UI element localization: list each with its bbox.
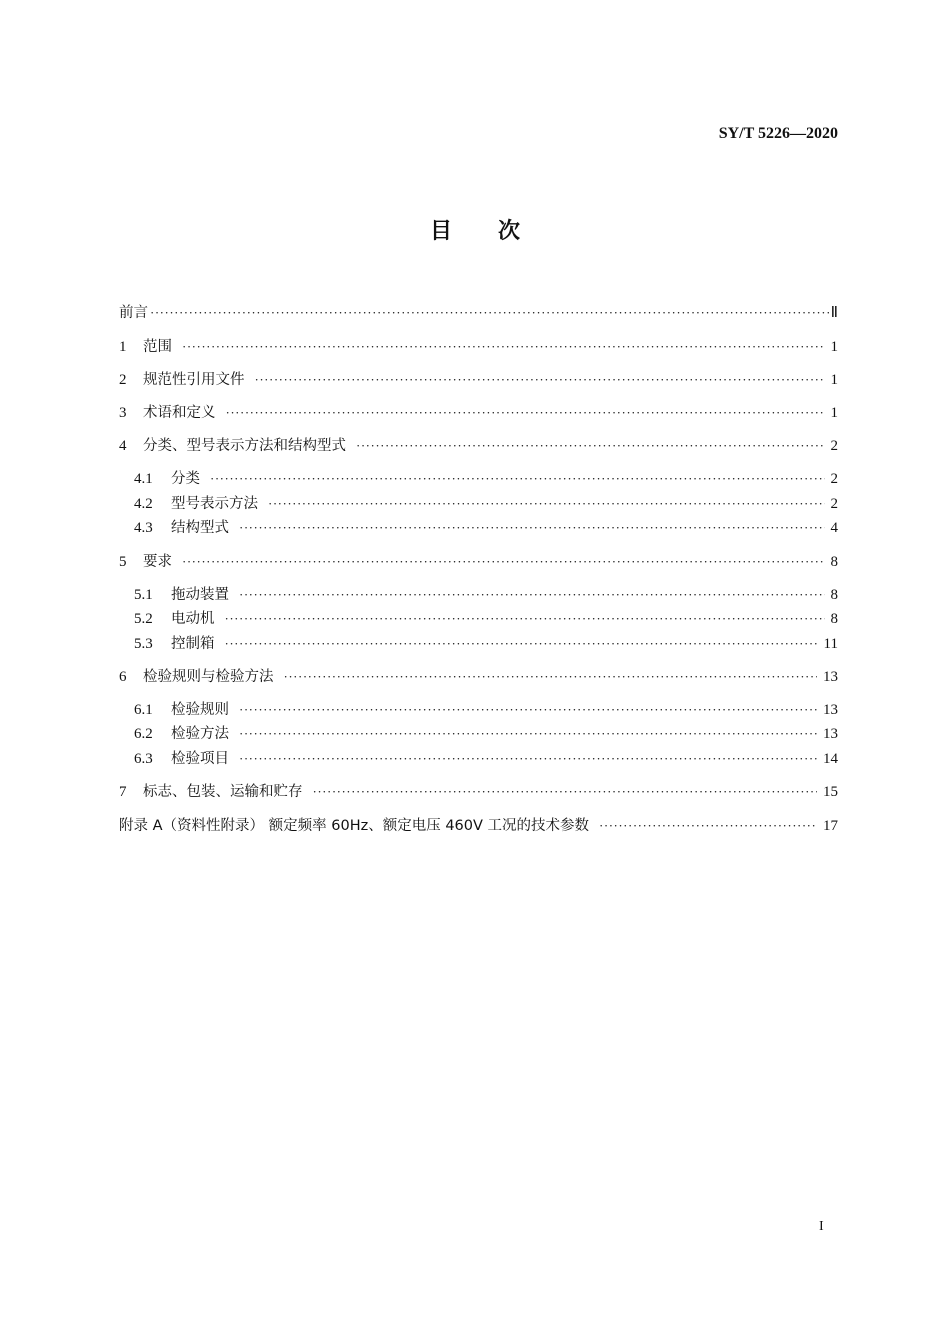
leader-dots — [599, 816, 817, 836]
toc-entry-number: 6.2 — [134, 726, 153, 742]
toc-entry[interactable] — [119, 303, 838, 323]
toc-entry[interactable] — [119, 403, 838, 423]
toc-entry-page: 8 — [830, 554, 838, 570]
toc-entry-title: 检验方法 — [171, 726, 229, 742]
toc-entry-number: 6 — [119, 669, 127, 685]
toc-subentry[interactable] — [134, 518, 838, 538]
leader-dots — [239, 700, 817, 720]
toc-entry-title: 拖动装置 — [171, 587, 229, 603]
toc-entry-number: 4.3 — [134, 520, 153, 536]
toc-entry-title: 分类、型号表示方法和结构型式 — [143, 438, 346, 454]
toc-entry-title: 分类 — [171, 471, 200, 487]
toc-entry-number: 6.3 — [134, 751, 153, 767]
toc-entry-page: Ⅱ — [830, 305, 838, 321]
leader-dots — [284, 667, 818, 687]
toc-entry-title: 检验规则与检验方法 — [143, 669, 274, 685]
leader-dots — [226, 403, 825, 423]
toc-entry-number: 4 — [119, 438, 127, 454]
leader-dots — [182, 552, 825, 572]
toc-subentry[interactable] — [134, 724, 838, 744]
toc-entry-page: 2 — [830, 496, 838, 512]
toc-entry-number: 5 — [119, 554, 127, 570]
toc-entry-number: 7 — [119, 784, 127, 800]
toc-entry-number: 5.1 — [134, 587, 153, 603]
toc-subentry[interactable] — [134, 469, 838, 489]
toc-subentry[interactable] — [134, 700, 838, 720]
leader-dots — [225, 634, 818, 654]
toc-subentry[interactable] — [134, 609, 838, 629]
toc-entry-title: 型号表示方法 — [171, 496, 258, 512]
toc-entry[interactable] — [119, 552, 838, 572]
leader-dots — [239, 585, 825, 605]
page-title: 目次 — [429, 219, 566, 244]
toc-subentry[interactable] — [134, 585, 838, 605]
toc-entry-page: 1 — [830, 339, 838, 355]
toc-entry-page: 15 — [823, 784, 838, 800]
leader-dots — [225, 609, 825, 629]
leader-dots — [313, 782, 818, 802]
toc-entry-number: 6.1 — [134, 702, 153, 718]
toc-entry-page: 1 — [830, 405, 838, 421]
toc-entry-title: 规范性引用文件 — [143, 372, 245, 388]
toc-entry-number: 3 — [119, 405, 127, 421]
toc-entry-page: 13 — [823, 669, 838, 685]
toc-entry-page: 11 — [823, 636, 838, 652]
leader-dots — [210, 469, 825, 489]
leader-dots — [268, 494, 825, 514]
toc-entry-title: 检验项目 — [171, 751, 229, 767]
leader-dots — [239, 518, 825, 538]
leader-dots — [182, 337, 825, 357]
leader-dots — [356, 436, 825, 456]
toc-entry-number: 5.3 — [134, 636, 153, 652]
toc-entry-page: 2 — [830, 471, 838, 487]
toc-entry[interactable] — [119, 436, 838, 456]
leader-dots — [255, 370, 825, 390]
toc-entry-number: 1 — [119, 339, 127, 355]
toc-entry[interactable] — [119, 370, 838, 390]
toc-subentry[interactable] — [134, 749, 838, 769]
toc-entry-title: 标志、包装、运输和贮存 — [143, 784, 303, 800]
toc-entry-appendix[interactable] — [119, 816, 838, 836]
toc-entry-page: 2 — [830, 438, 838, 454]
toc-entry-number: 5.2 — [134, 611, 153, 627]
standard-number: SY/T 5226—2020 — [718, 125, 838, 142]
page-number: I — [819, 1219, 824, 1234]
toc-entry[interactable] — [119, 667, 838, 687]
toc-entry-page: 17 — [823, 818, 838, 834]
toc-entry-title: 检验规则 — [171, 702, 229, 718]
toc-entry-title: 结构型式 — [171, 520, 229, 536]
toc-entry[interactable] — [119, 337, 838, 357]
toc-entry-title: 控制箱 — [171, 636, 215, 652]
toc-entry-title: 术语和定义 — [143, 405, 216, 421]
toc-entry-page: 4 — [830, 520, 838, 536]
leader-dots — [150, 303, 829, 323]
toc-entry-title: 要求 — [143, 554, 172, 570]
toc-subentry[interactable] — [134, 494, 838, 514]
leader-dots — [239, 724, 817, 744]
toc-entry-number: 4.2 — [134, 496, 153, 512]
toc-entry-page: 13 — [823, 702, 838, 718]
toc-entry-page: 14 — [823, 751, 838, 767]
toc-entry-page: 8 — [830, 587, 838, 603]
toc-entry-number: 4.1 — [134, 471, 153, 487]
toc-entry-page: 1 — [830, 372, 838, 388]
toc-entry-title: 附录 A（资料性附录） 额定频率 60Hz、额定电压 460V 工况的技术参数 — [119, 818, 590, 834]
toc-entry-page: 8 — [830, 611, 838, 627]
toc-entry-title: 范围 — [143, 339, 172, 355]
toc-entry-number: 2 — [119, 372, 127, 388]
toc-entry[interactable] — [119, 782, 838, 802]
toc-entry-title: 电动机 — [171, 611, 215, 627]
leader-dots — [239, 749, 817, 769]
toc-subentry[interactable] — [134, 634, 838, 654]
toc-entry-title: 前言 — [119, 305, 148, 321]
toc-entry-page: 13 — [823, 726, 838, 742]
